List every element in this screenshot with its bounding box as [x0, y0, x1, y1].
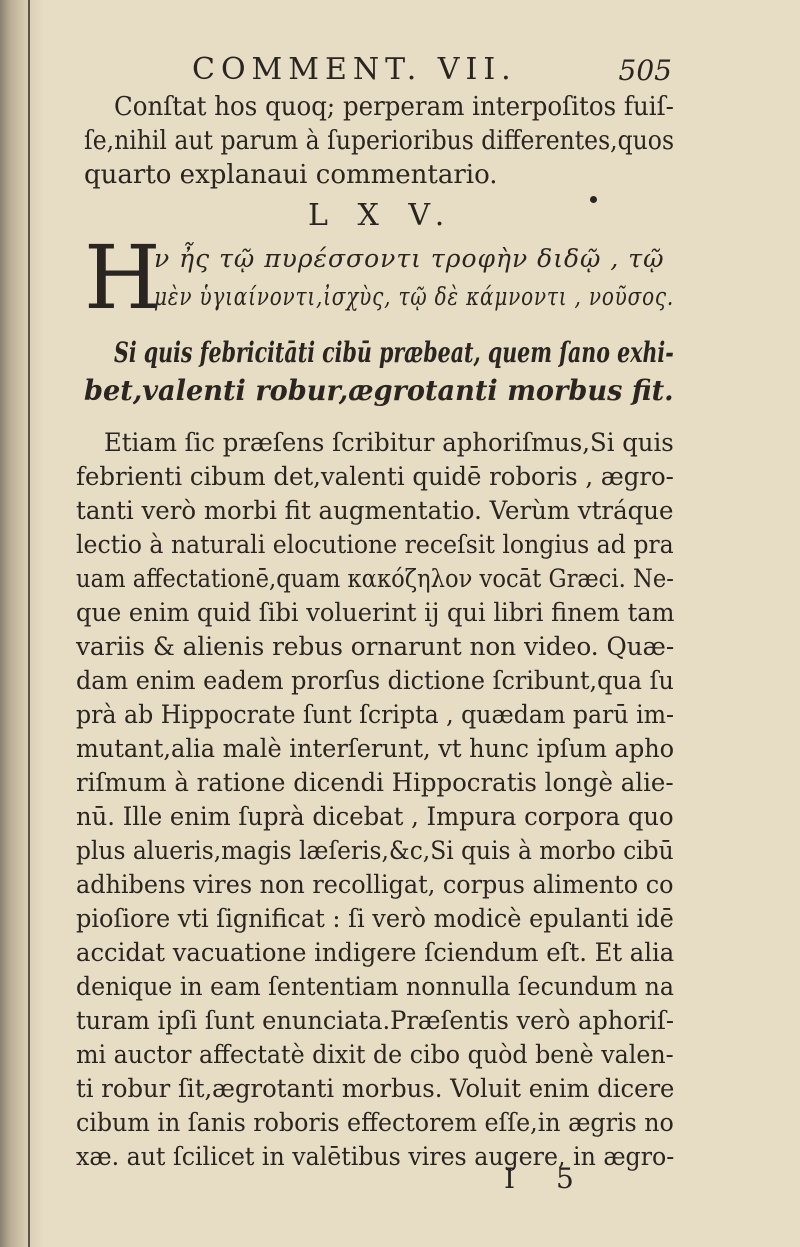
- binding-edge: [28, 0, 30, 1247]
- latin-translation-line: bet,valenti robur,ægrotanti morbus fit.: [84, 374, 674, 407]
- commentary-line: tanti verò morbi fit augmentatio. Verùm vtráque: [76, 496, 674, 525]
- running-title: COMMENT. VII.: [192, 52, 517, 87]
- commentary-line: que enim quid ſibi voluerint ij qui libri finem tam: [76, 598, 675, 627]
- running-header: [192, 52, 672, 92]
- commentary-line: pioſiore vti ſignificat : ſi verò modicè epulanti idē: [76, 904, 674, 933]
- opening-line: Conſtat hos quoq; perperam interpoſitos fuiſ-: [114, 92, 674, 122]
- commentary-line: mi auctor affectatè dixit de cibo quòd benè valen-: [76, 1040, 674, 1069]
- commentary-line: uam affectationē,quam κακόζηλον vocāt Græci. Ne-: [76, 564, 674, 593]
- opening-line: ſe,nihil aut parum à ſuperioribus differentes,quos: [84, 126, 675, 156]
- commentary-line: lectio à naturali elocutione receſsit longius ad pra: [76, 530, 674, 559]
- commentary-line: Etiam ſic præſens ſcribitur aphoriſmus,Si quis: [104, 428, 674, 457]
- commentary-line: dam enim eadem prorſus dictione ſcribunt,qua ſu: [76, 666, 674, 695]
- commentary-line: variis & alienis rebus ornarunt non video. Quæ-: [76, 632, 675, 661]
- commentary-line: cibum in ſanis roboris effectorem eſſe,in ægris no: [76, 1108, 674, 1137]
- page-number: 505: [618, 54, 672, 87]
- greek-text-line: μὲν ὑγιαίνοντι,ἰσχὺς, τῷ δὲ κάμνοντι , νοῦσος.: [154, 282, 675, 311]
- commentary-line: adhibens vires non recolligat, corpus alimento co: [76, 870, 674, 899]
- signature-mark: I 5: [504, 1162, 590, 1195]
- ink-dot: [590, 196, 597, 203]
- commentary-line: febrienti cibum det,valenti quidē roboris , ægro-: [76, 462, 674, 491]
- aphorism-number: L X V.: [308, 198, 455, 233]
- commentary-line: nū. Ille enim ſuprà dicebat , Impura corpora quo: [76, 802, 674, 831]
- commentary-line: turam ipſi ſunt enunciata.Præſentis verò aphoriſ-: [76, 1006, 675, 1035]
- opening-line: quarto explanaui commentario.: [84, 160, 498, 190]
- commentary-line: accidat vacuatione indigere ſciendum eſt. Et alia: [76, 938, 675, 967]
- book-page: [62, 40, 674, 1220]
- greek-text-line: ν ἦς τῷ πυρέσσοντι τροφὴν διδῷ , τῷ: [154, 244, 665, 273]
- commentary-line: plus alueris,magis læſeris,&c,Si quis à morbo cibū: [76, 836, 674, 865]
- commentary-line: riſmum à ratione dicendi Hippocratis longè alie-: [76, 768, 674, 797]
- drop-capital: H: [84, 226, 161, 329]
- commentary-line: xæ. aut ſcilicet in valētibus vires augere, in ægro-: [76, 1142, 675, 1171]
- commentary-line: denique in eam ſententiam nonnulla ſecundum na: [76, 972, 675, 1001]
- commentary-line: mutant,alia malè interſerunt, vt hunc ipſum apho: [76, 734, 675, 763]
- commentary-line: ti robur ſit,ægrotanti morbus. Voluit enim dicere: [76, 1074, 675, 1103]
- commentary-line: prà ab Hippocrate ſunt ſcripta , quædam parū im-: [76, 700, 675, 729]
- latin-translation-line: Si quis febricitāti cibū præbeat, quem ſano exhi-: [114, 336, 674, 369]
- book-binding-shadow: [0, 0, 44, 1247]
